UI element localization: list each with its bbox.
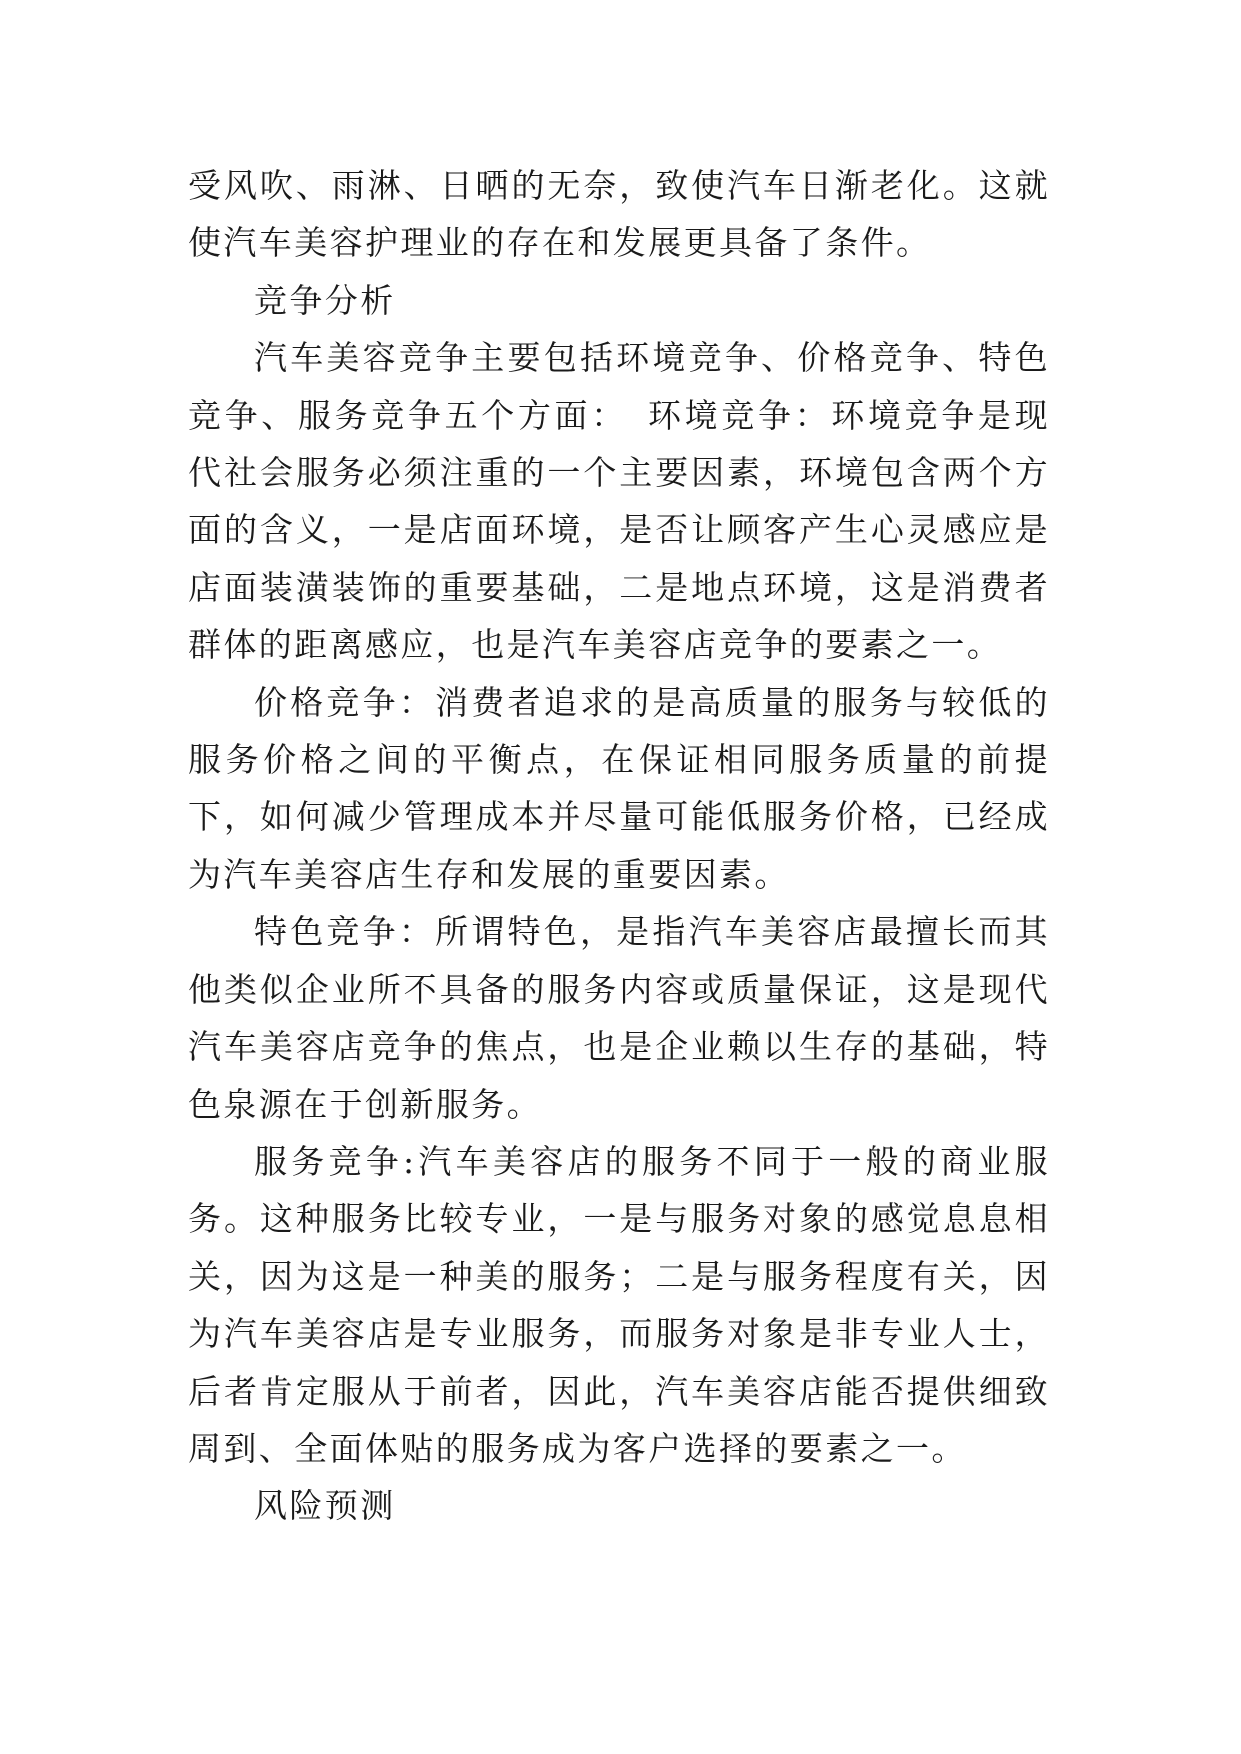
section-heading-risk-prediction: 风险预测 xyxy=(254,1486,396,1526)
document-body xyxy=(188,157,1050,1535)
paragraph-competition-overview: 汽车美容竞争主要包括环境竞争、价格竞争、特色竞争、服务竞争五个方面： 环境竞争：环境竞争是现代社会服务必须注重的一个主要因素，环境包含两个方面的含义，一是店面环境，是否让顾客产生心灵感应是店面装潢装饰的重要基础，二是地点环境，这是消费者群体的距离感应，也是汽车美容店竞争的要素之一。 xyxy=(188,338,1050,665)
paragraph-feature-competition: 特色竞争：所谓特色，是指汽车美容店最擅长而其他类似企业所不具备的服务内容或质量保证，这是现代汽车美容店竞争的焦点，也是企业赖以生存的基础，特色泉源在于创新服务。 xyxy=(188,912,1050,1124)
section-heading-competition-analysis: 竞争分析 xyxy=(254,280,396,320)
paragraph-intro-continuation: 受风吹、雨淋、日晒的无奈，致使汽车日渐老化。这就使汽车美容护理业的存在和发展更具备了条件。 xyxy=(188,166,1050,263)
paragraph-service-competition: 服务竞争:汽车美容店的服务不同于一般的商业服务。这种服务比较专业，一是与服务对象的感觉息息相关，因为这是一种美的服务；二是与服务程度有关，因为汽车美容店是专业服务，而服务对象是非专业人士，后者肯定服从于前者，因此，汽车美容店能否提供细致周到、全面体贴的服务成为客户选择的要素之一。 xyxy=(188,1141,1050,1468)
paragraph-price-competition: 价格竞争：消费者追求的是高质量的服务与较低的服务价格之间的平衡点，在保证相同服务质量的前提下，如何减少管理成本并尽量可能低服务价格，已经成为汽车美容店生存和发展的重要因素。 xyxy=(188,682,1050,894)
